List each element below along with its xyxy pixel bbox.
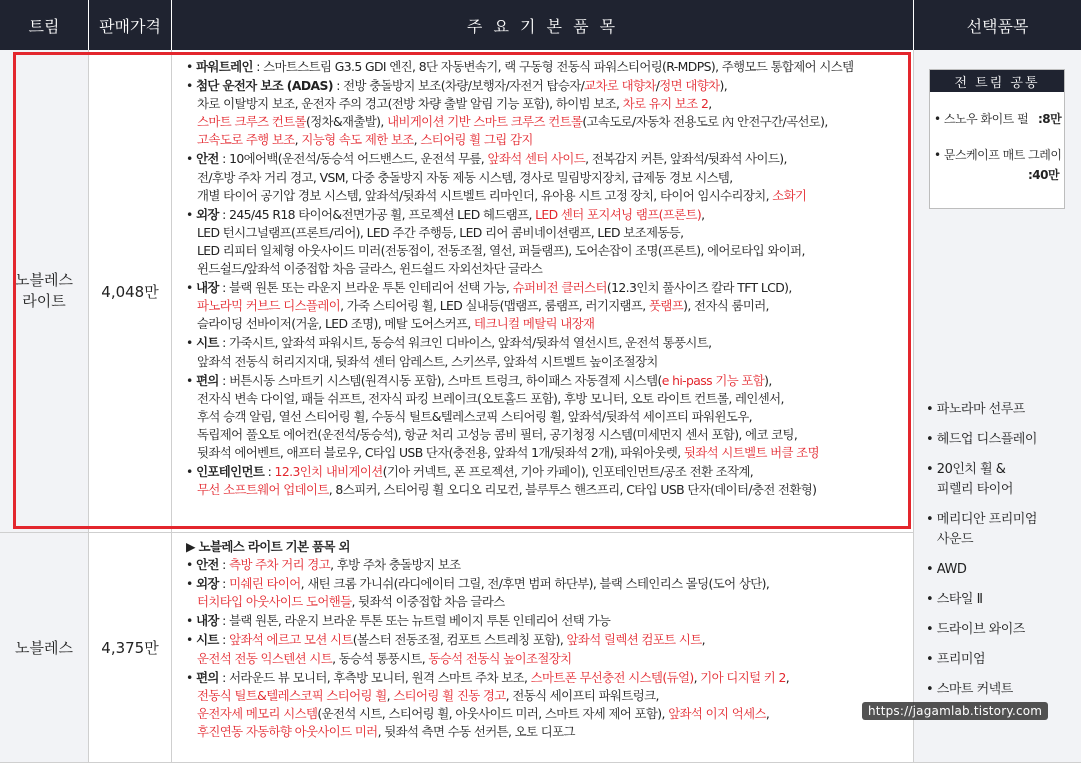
feature-text: 슬라이딩 선바이저(거울, LED 조명), 메탈 도어스커프, (197, 316, 475, 332)
feature-category: 시트 (196, 632, 219, 648)
highlighted-feature: 내비게이션 기반 스마트 크루즈 컨트롤 (387, 114, 583, 130)
feature-category: 첨단 운전자 보조 (ADAS) (196, 78, 333, 94)
feature-text: , 전복감지 커튼, 앞좌석/뒷좌석 사이드), (585, 151, 787, 167)
highlighted-feature: 스마트폰 무선충전 시스템(듀얼) (530, 669, 694, 685)
feature-text: (볼스터 전동조절, 컴포트 스트레칭 포함), (352, 632, 567, 648)
highlighted-feature: 스마트 크루즈 컨트롤 (197, 114, 307, 130)
feature-text: • (186, 669, 197, 685)
feature-category: 안전 (196, 557, 219, 573)
feature-line (186, 612, 906, 630)
feature-text: 전/후방 주차 거리 경고, VSM, 다중 충돌방지 자동 제동 시스템, 경사로 밀림방지장치, 급제동 경보 시스템, (197, 169, 733, 185)
highlighted-feature: 정면 대향차 (659, 78, 720, 94)
header-trim: 트림 (0, 0, 88, 50)
feature-category: 외장 (196, 576, 219, 592)
feature-category: 내장 (196, 280, 219, 296)
noblesse-intro: ▶ 노블레스 라이트 기본 품목 외 (186, 539, 350, 554)
feature-text: (운전석 시트, 스티어링 휠, 아웃사이드 미러, 스마트 자세 제어 포함), (317, 705, 669, 721)
feature-text: • (186, 78, 197, 94)
feature-text: LED 턴시그널램프(프론트/리어), LED 주간 주행등, LED 리어 콤비네이션램프, LED 보조제동등, (197, 224, 684, 240)
feature-line (186, 631, 906, 649)
price-noblesse: 4,375만 (89, 533, 172, 763)
option-item: • 스마트 커넥트 (926, 682, 1013, 697)
highlighted-feature: 차로 유지 보조 2 (622, 96, 709, 112)
feature-text: , (693, 669, 701, 685)
feature-text: 차로 이탈방지 보조, 운전자 주의 경고(전방 차량 출발 알림 기능 포함), 하이빔 보조, (197, 96, 623, 112)
feature-text: 후석 승객 알림, 열선 스티어링 휠, 수동식 틸트&텔레스코픽 스티어링 휠, 앞좌석/뒷좌석 세이프티 파워윈도우, (197, 408, 752, 424)
common-option-name: • 문스케이프 매트 그레이 (934, 148, 1062, 162)
feature-group (186, 556, 906, 574)
feature-text: , 가죽 스티어링 휠, LED 실내등(맵램프, 룸램프, 러기지램프, (340, 298, 649, 314)
highlighted-feature: 풋램프 (648, 298, 684, 314)
option-item: 피렐리 타이어 (926, 482, 1013, 497)
feature-text: • (186, 613, 197, 629)
feature-text: • (186, 335, 197, 351)
feature-category: 편의 (196, 669, 219, 685)
trim-noblesse: 노블레스 (0, 533, 89, 763)
highlighted-feature: e hi-pass 기능 포함 (661, 372, 765, 388)
feature-text: , 8스피커, 스티어링 휠 오디오 리모컨, 블루투스 핸즈프리, C타입 USB 단자(데이터/충전 전환형) (328, 482, 817, 498)
feature-text: , (701, 632, 705, 648)
highlighted-feature: 고속도로 주행 보조 (197, 132, 295, 148)
feature-line (186, 650, 906, 668)
feature-text: : 블랙 원톤 또는 라운지 브라운 투톤 인테리어 선택 가능, (218, 280, 513, 296)
feature-text: : (264, 464, 275, 480)
option-item: • 드라이브 와이즈 (926, 622, 1025, 637)
highlighted-feature: 후진연동 자동하향 아웃사이드 미러 (197, 723, 378, 739)
feature-text: : (218, 557, 230, 573)
feature-text: 앞좌석 전동식 허리지지대, 뒷좌석 센터 암레스트, 스키쓰루, 앞좌석 시트벨트 높이조절장치 (197, 353, 658, 369)
feature-text: : 10에어백(운전석/동승석 어드밴스드, 운전석 무릎, (218, 151, 488, 167)
feature-text: (12.3인치 풀사이즈 칼라 TFT LCD), (606, 280, 792, 296)
common-options-title: 전 트림 공통 (930, 70, 1064, 92)
feature-text: (정차&재출발), (306, 114, 388, 130)
feature-text: • (186, 372, 197, 388)
highlighted-feature: 터치타입 아웃사이드 도어핸들 (197, 594, 352, 610)
feature-text: : 가죽시트, 앞좌석 파워시트, 동승석 워크인 디바이스, 앞좌석/뒷좌석 열선시트, 운전석 통풍시트, (218, 335, 712, 351)
option-item: • AWD (926, 562, 967, 577)
feature-category: 내장 (196, 613, 219, 629)
highlighted-feature: 12.3인치 내비게이션 (274, 464, 383, 480)
feature-text: / (655, 78, 660, 94)
option-item: • 파노라마 선루프 (926, 402, 1025, 417)
feature-category: 파워트레인 (196, 59, 253, 74)
option-item: • 스타일 Ⅱ (926, 592, 983, 607)
feature-text: 개별 타이어 공기압 경보 시스템, 앞좌석/뒷좌석 시트벨트 리마인더, 유아용 시트 고정 장치, 타이어 임시수리장치, (197, 187, 773, 203)
highlighted-feature: 파노라믹 커브드 디스플레이 (197, 298, 341, 314)
feature-text: , 새틴 크롬 가니쉬(라디에이터 그릴, 전/후면 범퍼 하단부), 블랙 스테인리스 몰딩(도어 상단), (300, 576, 770, 592)
feature-category: 안전 (196, 151, 219, 167)
feature-text: • (186, 59, 197, 74)
common-option-price: :8만 (1038, 112, 1062, 126)
header-items: 주 요 기 본 품 목 (172, 0, 913, 50)
feature-text: • (186, 632, 197, 648)
feature-text: 전자식 변속 다이얼, 패들 쉬프트, 전자식 파킹 브레이크(오토홀드 포함), 후방 모니터, 오토 라이트 컨트롤, 레인센서, (197, 390, 784, 406)
feature-text: : 서라운드 뷰 모니터, 후측방 모니터, 원격 스마트 주차 보조, (218, 669, 531, 685)
feature-group (186, 575, 906, 611)
feature-text: , (294, 132, 302, 148)
highlighted-feature: 전동식 틸트&텔레스코픽 스티어링 휠 (197, 687, 387, 703)
feature-text: , 뒷좌석 측면 수동 선커튼, 오토 디포그 (377, 723, 575, 739)
common-option-price: :40만 (1028, 168, 1060, 182)
noblesse-item-list (186, 556, 906, 741)
highlighted-feature: 뒷좌석 시트벨트 버클 조명 (683, 444, 819, 460)
option-item: • 메리디안 프리미엄 (926, 512, 1037, 527)
feature-text: 독립제어 풀오토 에어컨(운전석/동승석), 항균 처리 고성능 콤비 필터, 공기청정 시스템(미세먼지 센서 포함), 에코 코팅, (197, 426, 798, 442)
highlighted-feature: 운전석 전동 익스텐션 시트 (197, 650, 333, 666)
highlight-box (13, 52, 911, 529)
feature-text: • (186, 280, 197, 296)
feature-text: , (785, 669, 790, 685)
option-item: 사운드 (926, 532, 974, 547)
common-options-box (929, 69, 1065, 209)
feature-line (186, 556, 906, 574)
feature-text: : 전방 충돌방지 보조(차량/보행자/자전거 탑승자/ (332, 78, 585, 94)
feature-text: : 스마트스트림 G3.5 GDI 엔진, 8단 자동변속기, 랙 구동형 전동식 파워스티어링(R-MDPS), 주행모드 통합제어 시스템 (252, 59, 854, 74)
feature-category: 시트 (196, 335, 219, 351)
highlighted-feature: 미쉐린 타이어 (229, 576, 301, 592)
highlighted-feature: 소화기 (772, 187, 807, 203)
highlighted-feature: 교차로 대향차 (584, 78, 656, 94)
highlighted-feature: LED 센터 포지셔닝 램프(프론트) (535, 206, 702, 222)
highlighted-feature: 슈퍼비전 클러스터 (512, 280, 607, 296)
feature-text: • (186, 557, 197, 573)
feature-text: , 후방 주차 충돌방지 보조 (330, 557, 461, 573)
highlighted-feature: 스티어링 휠 진동 경고 (393, 687, 506, 703)
feature-category: 편의 (196, 372, 219, 388)
feature-line (186, 687, 906, 705)
feature-text: • (186, 206, 197, 222)
feature-text: (고속도로/자동차 전용도로 內 안전구간/곡선로), (582, 114, 828, 130)
feature-text: : 블랙 원톤, 라운지 브라운 투톤 또는 뉴트럴 베이지 투톤 인테리어 선택 가능 (218, 613, 611, 629)
feature-text: : 버튼시동 스마트키 시스템(원격시동 포함), 스마트 트렁크, 하이패스 자동결제 시스템( (218, 372, 662, 388)
feature-text: : 245/45 R18 타이어&전면가공 휠, 프로젝션 LED 헤드램프, (218, 206, 536, 222)
feature-line (186, 723, 906, 741)
feature-text: • (186, 464, 197, 480)
highlighted-feature: 운전자세 메모리 시스템 (197, 705, 318, 721)
feature-line (186, 705, 906, 723)
feature-text: ), (719, 78, 728, 94)
option-item: • 헤드업 디스플레이 (926, 432, 1037, 447)
highlighted-feature: 지능형 속도 제한 보조 (301, 132, 414, 148)
common-option-name: • 스노우 화이트 펄 (934, 112, 1029, 126)
feature-text: 윈드쉴드/앞좌석 이중접합 차음 글라스, 윈드쉴드 자외선차단 글라스 (197, 261, 543, 277)
feature-text: , 뒷좌석 이중접합 차음 글라스 (351, 594, 505, 610)
highlighted-feature: 기아 디지털 키 2 (700, 669, 786, 685)
watermark: https://jagamlab.tistory.com (862, 702, 1048, 720)
feature-text: , (701, 206, 705, 222)
price-noblesse-light: 4,048만 (89, 50, 172, 533)
trim-name-line1: 노블레스 (15, 271, 73, 289)
highlighted-feature: 동승석 전동식 높이조절장치 (428, 650, 572, 666)
feature-text: ), 전자식 룸미러, (683, 298, 769, 314)
highlighted-feature: 앞좌석 에르고 모션 시트 (229, 632, 353, 648)
header-options: 선택품목 (914, 0, 1081, 50)
feature-text: (기아 커넥트, 폰 프로젝션, 기아 카페이), 인포테인먼트/공조 전환 조작계, (382, 464, 754, 480)
feature-group (186, 669, 906, 741)
feature-text: ), (764, 372, 772, 388)
feature-text: , (708, 96, 712, 112)
highlighted-feature: 스티어링 휠 그립 감지 (420, 132, 533, 148)
highlighted-feature: 무선 소프트웨어 업데이트 (197, 482, 329, 498)
feature-line (186, 575, 906, 593)
feature-group (186, 631, 906, 667)
highlighted-feature: 앞좌석 센터 사이드 (487, 151, 586, 167)
highlighted-feature: 앞좌석 이지 억세스 (668, 705, 766, 721)
feature-text: , (386, 687, 394, 703)
feature-text: , 동승석 통풍시트, (332, 650, 429, 666)
highlighted-feature: 앞좌석 릴렉션 컴포트 시트 (566, 632, 702, 648)
option-item: • 프리미엄 (926, 652, 986, 667)
header-price: 판매가격 (89, 0, 171, 50)
feature-line (186, 669, 906, 687)
highlighted-feature: 측방 주차 거리 경고 (229, 557, 331, 573)
feature-text: , 전동식 세이프티 파워트렁크, (505, 687, 659, 703)
feature-text: 뒷좌석 에어벤트, 애프터 블로우, C타입 USB 단자(충전용, 앞좌석 1개/뒷좌석 2개), 파워아웃렛, (197, 444, 684, 460)
feature-text: , (765, 705, 770, 721)
trim-name-line2: 라이트 (22, 292, 66, 310)
feature-group (186, 612, 906, 630)
feature-category: 인포테인먼트 (196, 464, 265, 480)
feature-text: : (218, 632, 230, 648)
feature-text: , (413, 132, 421, 148)
feature-text: • (186, 151, 197, 167)
noblesse-items (186, 538, 906, 742)
option-item: • 20인치 휠 & (926, 462, 1006, 477)
feature-category: 외장 (196, 206, 219, 222)
feature-text: : (218, 576, 230, 592)
highlighted-feature: 테크니컬 메탈릭 내장재 (474, 316, 595, 332)
feature-line (186, 593, 906, 611)
feature-text: • (186, 576, 197, 592)
feature-text: LED 리피터 일체형 아웃사이드 미러(전동접이, 전동조절, 열선, 퍼들램프), 도어손잡이 조명(프론트), 에어로타입 와이퍼, (197, 242, 805, 258)
